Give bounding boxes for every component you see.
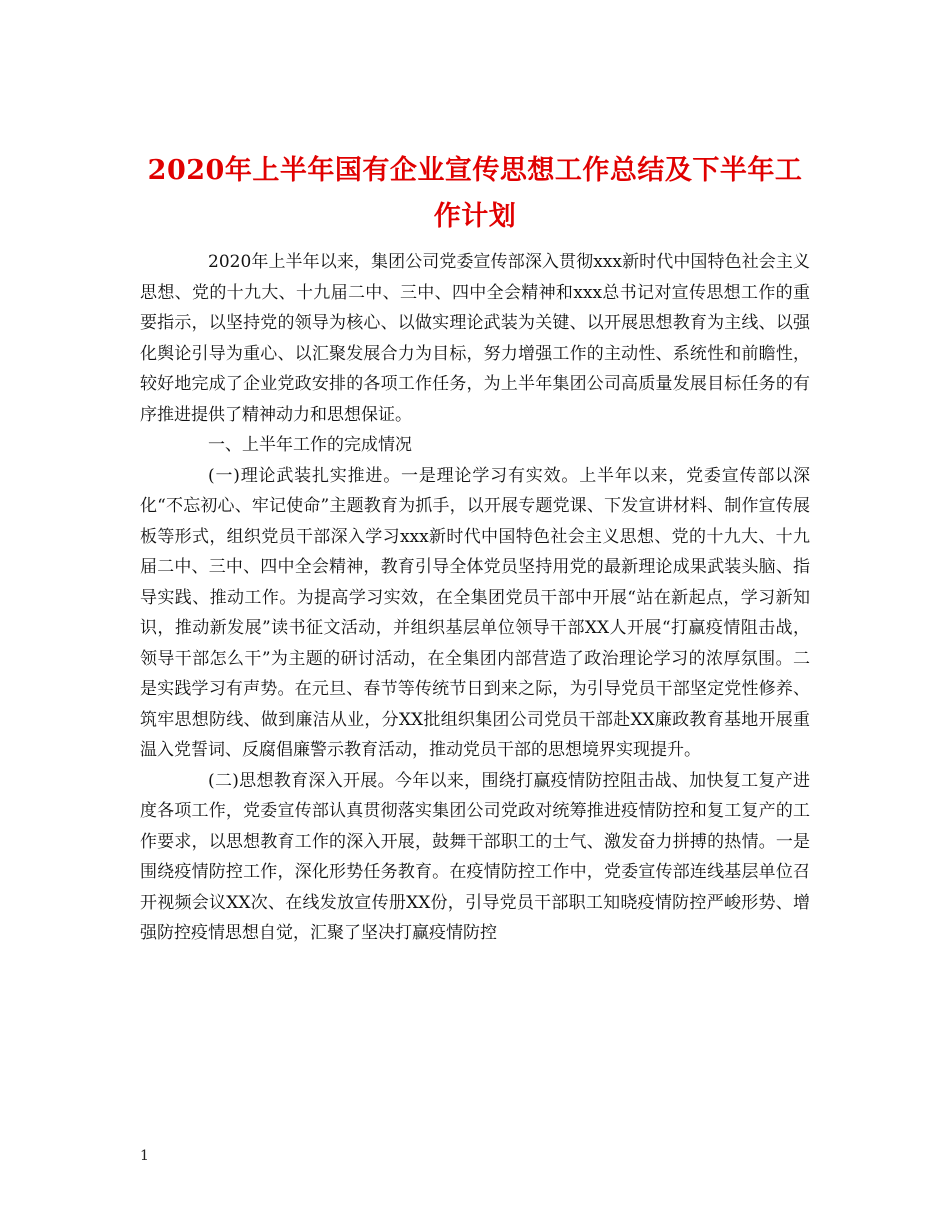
page-number: 1 <box>140 1148 149 1164</box>
document-title <box>120 148 830 240</box>
title-line-1: 2020年上半年国有企业宣传思想工作总结及下半年工 <box>147 155 803 187</box>
section-heading: 一、上半年工作的完成情况 <box>208 435 412 455</box>
title-line-2: 作计划 <box>433 201 517 233</box>
intro-paragraph: 2020年上半年以来，集团公司党委宣传部深入贯彻xxx新时代中国特色社会主义思想、党的十九大、十九届二中、三中、四中全会精神和xxx总书记对宣传思想工作的重要指示，以坚持党的领导为核心、以做实理论武装为关键、以开展思想教育为主线、以强化舆论引导为重心、以汇聚发展合力为目标，努力增强工作的主动性、系统性和前瞻性，较好地完成了企业党政安排的各项工作任务，为上半年集团公司高质量发展目标任务的有序推进提供了精神动力和思想保证。 <box>140 252 810 425</box>
theory-paragraph: (一)理论武装扎实推进。一是理论学习有实效。上半年以来，党委宣传部以深化“不忘初心、牢记使命”主题教育为抓手，以开展专题党课、下发宣讲材料、制作宣传展板等形式，组织党员干部深入学习xxx新时代中国特色社会主义思想、党的十九大、十九届二中、三中、四中全会精神，教育引导全体党员坚持用党的最新理论成果武装头脑、指导实践、推动工作。为提高学习实效，在全集团党员干部中开展“站在新起点，学习新知识，推动新发展”读书征文活动，并组织基层单位领导干部XX人开展“打赢疫情阻击战，领导干部怎么干”为主题的研讨活动，在全集团内部营造了政治理论学习的浓厚氛围。二是实践学习有声势。在元旦、春节等传统节日到来之际，为引导党员干部坚定党性修养、筑牢思想防线、做到廉洁从业，分XX批组织集团公司党员干部赴XX廉政教育基地开展重温入党誓词、反腐倡廉警示教育活动，推动党员干部的思想境界实现提升。 <box>140 465 810 760</box>
education-paragraph: (二)思想教育深入开展。今年以来，围绕打赢疫情防控阻击战、加快复工复产进度各项工作，党委宣传部认真贯彻落实集团公司党政对统筹推进疫情防控和复工复产的工作要求，以思想教育工作的深入开展，鼓舞干部职工的士气、激发奋力拼搏的热情。一是围绕疫情防控工作，深化形势任务教育。在疫情防控工作中，党委宣传部连线基层单位召开视频会议XX次、在线发放宣传册XX份，引导党员干部职工知晓疫情防控严峻形势、增强防控疫情思想自觉，汇聚了坚决打赢疫情防控 <box>140 770 810 943</box>
document-body <box>140 247 810 949</box>
